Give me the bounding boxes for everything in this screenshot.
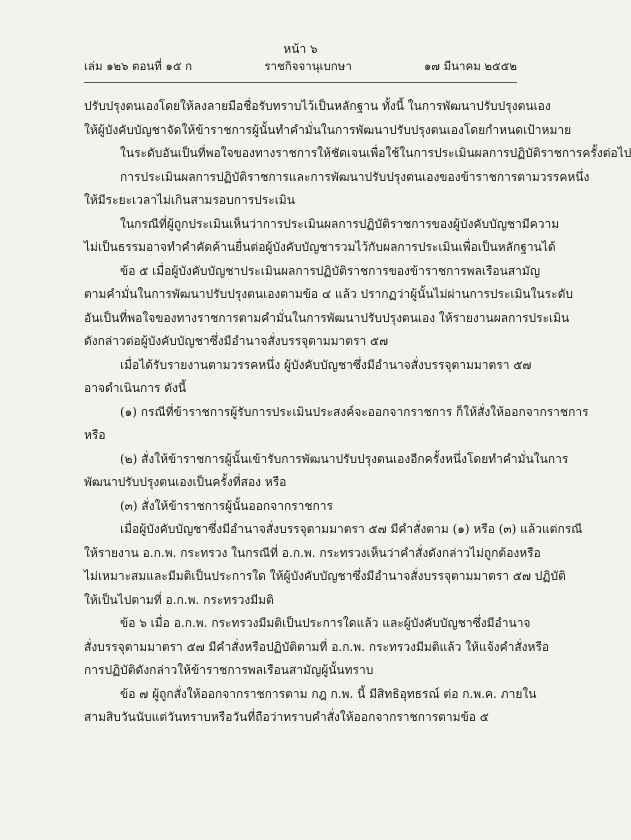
header-row [84, 58, 517, 76]
body-line: เมื่อได้รับรายงานตามวรรคหนึ่ง ผู้บังคับบัญชาซึ่งมีอำนาจสั่งบรรจุตามมาตรา ๕๗ [120, 357, 532, 372]
body-line: อาจดำเนินการ ดังนี้ [84, 381, 187, 395]
body-line: สั่งบรรจุตามมาตรา ๕๗ มีคำสั่งหรือปฏิบัติตามที่ อ.ก.พ. กระทรวงมีมติแล้ว ให้แจ้งคำสั่งหรือ [84, 639, 550, 654]
body-line: การประเมินผลการปฏิบัติราชการและการพัฒนาปรับปรุงตนเองของข้าราชการตามวรรคหนึ่ง [120, 169, 590, 184]
body-line: ให้มีระยะเวลาไม่เกินสามรอบการประเมิน [84, 193, 295, 207]
body-line: ให้ผู้บังคับบัญชาจัดให้ข้าราชการผู้นั้นทำคำมั่นในการพัฒนาปรับปรุงตนเองโดยกำหนดเป้าหมาย [84, 122, 572, 137]
body-line: ให้รายงาน อ.ก.พ. กระทรวง ในกรณีที่ อ.ก.พ. กระทรวงเห็นว่าคำสั่งดังกล่าวไม่ถูกต้องหรือ [84, 545, 541, 560]
body-line: หรือ [84, 428, 106, 442]
page-header [84, 40, 517, 83]
body-line: ข้อ ๕ เมื่อผู้บังคับบัญชาประเมินผลการปฏิบัติราชการของข้าราชการพลเรือนสามัญ [120, 263, 541, 278]
body-line: ไม่เป็นธรรมอาจทำคำคัดค้านยื่นต่อผู้บังคับบัญชารวมไว้กับผลการประเมินเพื่อเป็นหลักฐานได้ [84, 240, 556, 254]
body-line: ตามคำมั่นในการพัฒนาปรับปรุงตนเองตามข้อ ๔ แล้ว ปรากฏว่าผู้นั้นไม่ผ่านการประเมินในระดับ [84, 287, 573, 301]
body-line: พัฒนาปรับปรุงตนเองเป็นครั้งที่สอง หรือ [84, 475, 287, 489]
body-line: อันเป็นที่พอใจของทางราชการตามคำมั่นในการพัฒนาปรับปรุงตนเอง ให้รายงานผลการประเมิน [84, 310, 570, 325]
body-line: ข้อ ๖ เมื่อ อ.ก.พ. กระทรวงมีมติเป็นประการใดแล้ว และผู้บังคับบัญชาซึ่งมีอำนาจ [120, 616, 531, 630]
document-body [84, 95, 631, 730]
body-line: ไม่เหมาะสมและมีมติเป็นประการใด ให้ผู้บังคับบัญชาซึ่งมีอำนาจสั่งบรรจุตามมาตรา ๕๗ ปฏิบัติ [84, 569, 566, 583]
body-line: สามสิบวันนับแต่วันทราบหรือวันที่ถือว่าทราบคำสั่งให้ออกจากราชการตามข้อ ๕ [84, 710, 489, 724]
body-line: ปรับปรุงตนเองโดยให้ลงลายมือชื่อรับทราบไว้เป็นหลักฐาน ทั้งนี้ ในการพัฒนาปรับปรุงตนเอง [84, 99, 551, 113]
volume-issue: เล่ม ๑๒๖ ตอนที่ ๑๕ ก [84, 59, 193, 73]
body-line: ดังกล่าวต่อผู้บังคับบัญชาซึ่งมีอำนาจสั่งบรรจุตามมาตรา ๕๗ [84, 334, 389, 348]
body-line: เมื่อผู้บังคับบัญชาซึ่งมีอำนาจสั่งบรรจุตามมาตรา ๕๗ มีคำสั่งตาม (๑) หรือ (๓) แล้วแต่กรณี [120, 522, 583, 536]
body-line: ข้อ ๗ ผู้ถูกสั่งให้ออกจากราชการตาม กฎ ก.พ. นี้ มีสิทธิอุทธรณ์ ต่อ ก.พ.ค. ภายใน [120, 686, 537, 701]
page-number: หน้า ๖ [283, 42, 318, 56]
body-line: ในกรณีที่ผู้ถูกประเมินเห็นว่าการประเมินผลการปฏิบัติราชการของผู้บังคับบัญชามีความ [120, 216, 560, 231]
body-line: (๓) สั่งให้ข้าราชการผู้นั้นออกจากราชการ [120, 498, 333, 513]
body-line: ให้เป็นไปตามที่ อ.ก.พ. กระทรวงมีมติ [84, 592, 274, 607]
body-line: ในระดับอันเป็นที่พอใจของทางราชการให้ชัดเจนเพื่อใช้ในการประเมินผลการปฏิบัติราชการครั้งต่อไป [120, 146, 631, 160]
body-line: (๑) กรณีที่ข้าราชการผู้รับการประเมินประสงค์จะออกจากราชการ ก็ให้สั่งให้ออกจากราชการ [120, 404, 589, 419]
body-line: การปฏิบัติดังกล่าวให้ข้าราชการพลเรือนสามัญผู้นั้นทราบ [84, 663, 374, 677]
publication-date: ๑๗ มีนาคม ๒๕๕๒ [424, 59, 517, 73]
body-line: (๒) สั่งให้ข้าราชการผู้นั้นเข้ารับการพัฒนาปรับปรุงตนเองอีกครั้งหนึ่งโดยทำคำมั่นในการ [120, 451, 569, 466]
publication-name: ราชกิจจานุเบกษา [264, 59, 352, 73]
